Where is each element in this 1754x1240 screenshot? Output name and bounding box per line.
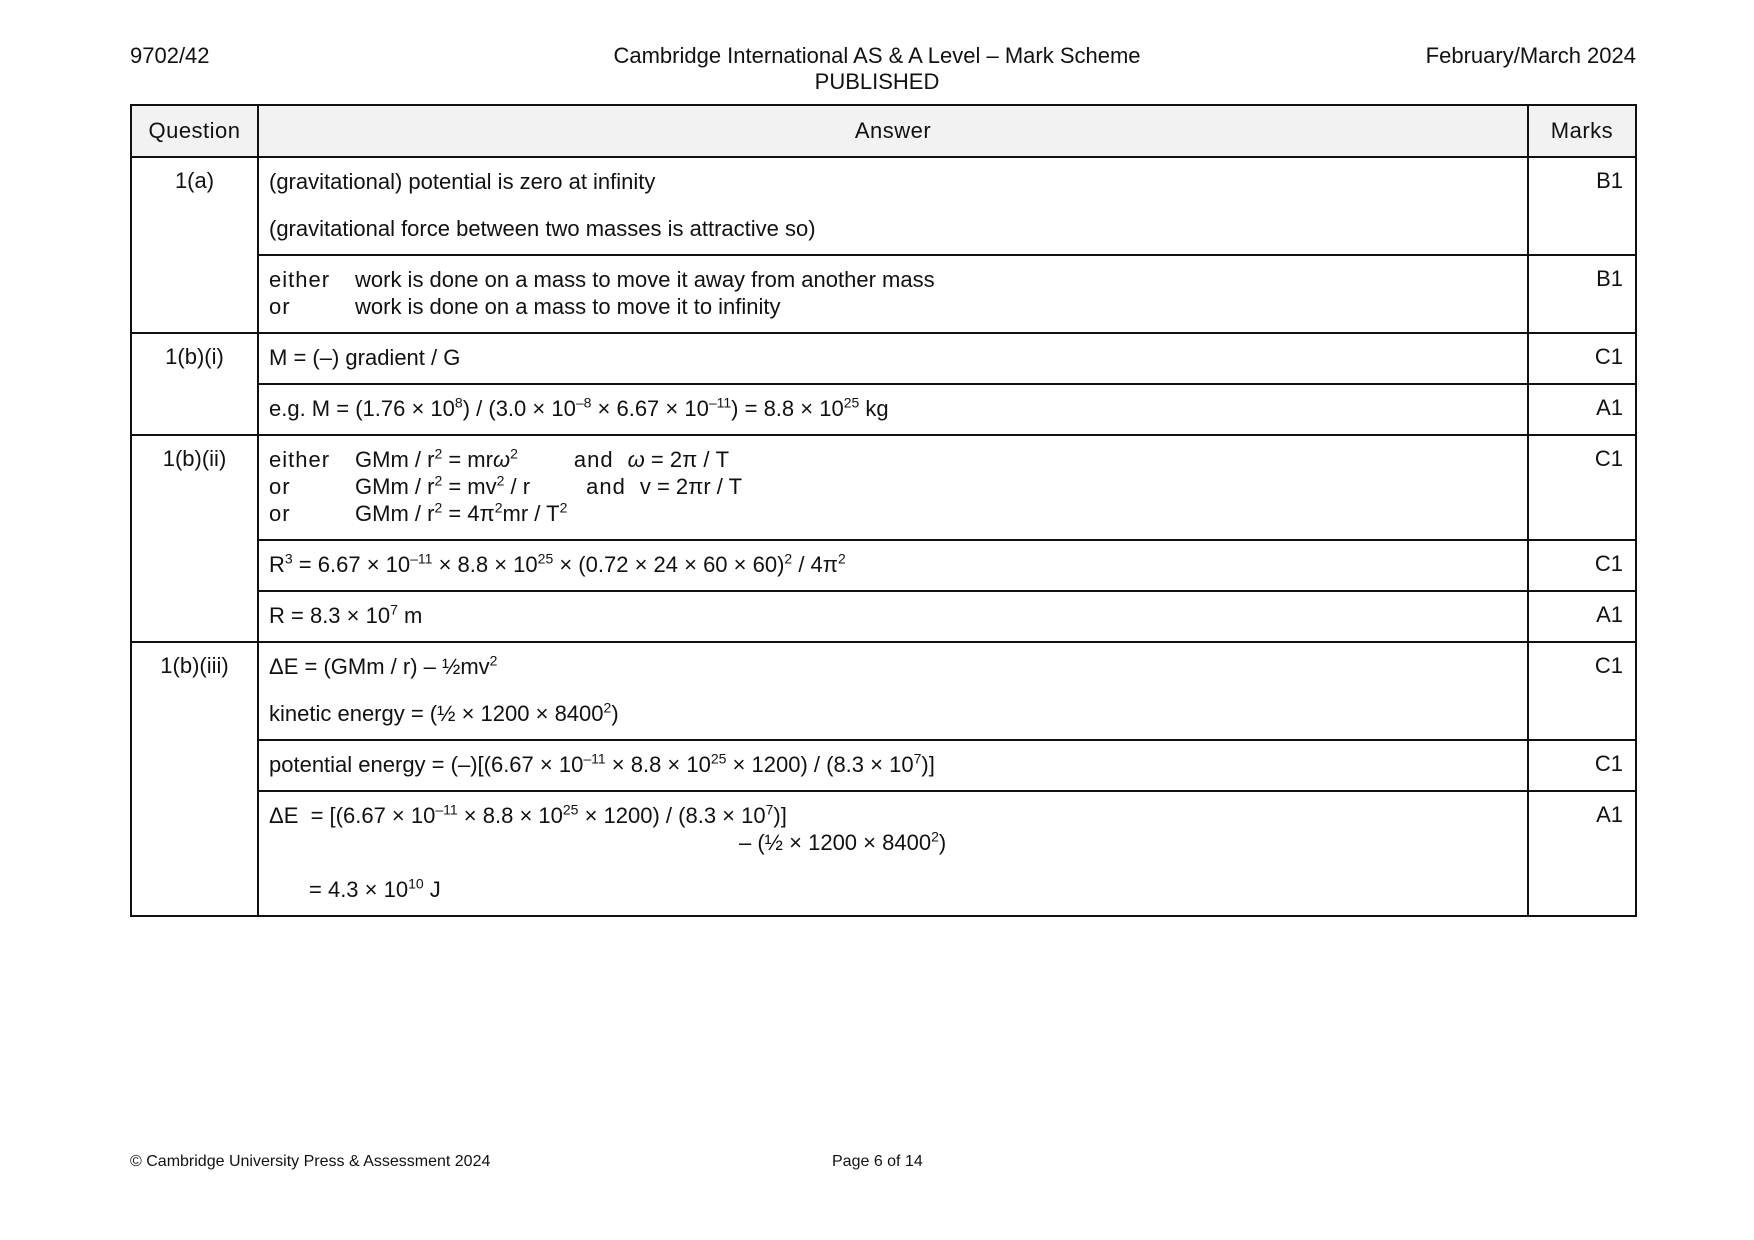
- keyword: or: [269, 474, 291, 499]
- answer-line: [269, 293, 1517, 320]
- table-row: [131, 791, 1636, 916]
- paper-code: 9702/42: [130, 43, 210, 68]
- answer-cell: [258, 642, 1528, 740]
- answer-text: work is done on a mass to move it to infinity: [355, 294, 781, 319]
- table-row: [131, 740, 1636, 791]
- answer-cell: potential energy = $(-)[(6.67 \times 10^{-11} \times 8.8 \times 10^{25} \times 1200) / (8.3 \times 10^7)]$: [258, 740, 1528, 791]
- answer-cell: M = (–) gradient / G: [258, 333, 1528, 384]
- question-label: 1(a): [131, 157, 258, 333]
- title-line: Cambridge International AS & A Level – Mark Scheme: [613, 43, 1141, 68]
- keyword: and: [573, 447, 614, 472]
- answer-line: kinetic energy = (½ × $1200 \times 8400^2$): [269, 699, 619, 726]
- mark-cell: C1: [1528, 333, 1636, 384]
- mark-cell: C1: [1528, 435, 1636, 540]
- answer-cell: [258, 791, 1528, 916]
- table-row: [131, 333, 1636, 384]
- table-row: [131, 540, 1636, 591]
- answer-cell: [258, 157, 1528, 255]
- mark-cell: B1: [1528, 157, 1636, 255]
- answer-text: work is done on a mass to move it away from another mass: [355, 267, 935, 292]
- mark-cell: A1: [1528, 791, 1636, 916]
- answer-line: $\Delta E = [(6.67 \times 10^{-11} \times 8.8 \times 10^{25} \times 1200) / (8.3 \times 10^7)]$: [269, 801, 787, 828]
- table-row: [131, 435, 1636, 540]
- answer-line: $\Delta E = (GMm / r) - \frac{1}{2}mv^2$: [269, 652, 498, 679]
- answer-line: or GMm / $r^2 = 4\pi^2mr / T^2$: [269, 499, 568, 526]
- keyword: either: [269, 447, 331, 472]
- subtitle-line: PUBLISHED: [814, 69, 940, 94]
- answer-line: or GMm / $r^2 = mv^2 / r$ and v = 2πr / T: [269, 472, 743, 499]
- exam-session: February/March 2024: [1425, 43, 1636, 68]
- answer-line: = $4.3 \times 10^{10}$ J: [309, 875, 441, 902]
- answer-line: (gravitational) potential is zero at infinity: [269, 169, 656, 194]
- table-header-row: [131, 105, 1636, 157]
- answer-header: Answer: [258, 105, 1528, 157]
- answer-cell: $R^3 = 6.67 \times 10^{-11} \times 8.8 \times 10^{25} \times (0.72 \times 24 \times 60 \times 60)^2 / 4\pi^2$: [258, 540, 1528, 591]
- keyword: or: [269, 501, 291, 526]
- answer-cell: [258, 255, 1528, 333]
- table-row: [131, 384, 1636, 435]
- answer-line: [269, 266, 1517, 293]
- mark-cell: C1: [1528, 642, 1636, 740]
- marks-header: Marks: [1528, 105, 1636, 157]
- question-label: 1(b)(iii): [131, 642, 258, 916]
- question-header: Question: [131, 105, 258, 157]
- answer-line: (gravitational force between two masses is attractive so): [269, 216, 816, 241]
- keyword: either: [269, 267, 331, 292]
- mark-cell: A1: [1528, 384, 1636, 435]
- answer-line: either GMm / $r^2 = mr\omega^2$ and ω = 2π / T: [269, 445, 730, 472]
- table-row: [131, 157, 1636, 255]
- copyright-notice: © Cambridge University Press & Assessment 2024: [130, 1153, 491, 1170]
- question-label: 1(b)(i): [131, 333, 258, 435]
- answer-cell: [258, 435, 1528, 540]
- table-row: [131, 642, 1636, 740]
- mark-cell: A1: [1528, 591, 1636, 642]
- question-label: 1(b)(ii): [131, 435, 258, 642]
- mark-cell: C1: [1528, 540, 1636, 591]
- mark-scheme-table: [130, 104, 1637, 917]
- table-row: [131, 255, 1636, 333]
- answer-line: – (½ × $1200 \times 8400^2$): [739, 828, 947, 855]
- answer-cell: e.g. $M = (1.76 \times 10^8) / (3.0 \times 10^{-8} \times 6.67 \times 10^{-11}) = 8.8 \times 10^{25}$ kg: [258, 384, 1528, 435]
- keyword: and: [586, 474, 626, 499]
- table-row: [131, 591, 1636, 642]
- answer-cell: $R = 8.3 \times 10^7$ m: [258, 591, 1528, 642]
- page-number: Page 6 of 14: [832, 1153, 923, 1170]
- keyword: or: [269, 294, 291, 319]
- mark-cell: B1: [1528, 255, 1636, 333]
- mark-cell: C1: [1528, 740, 1636, 791]
